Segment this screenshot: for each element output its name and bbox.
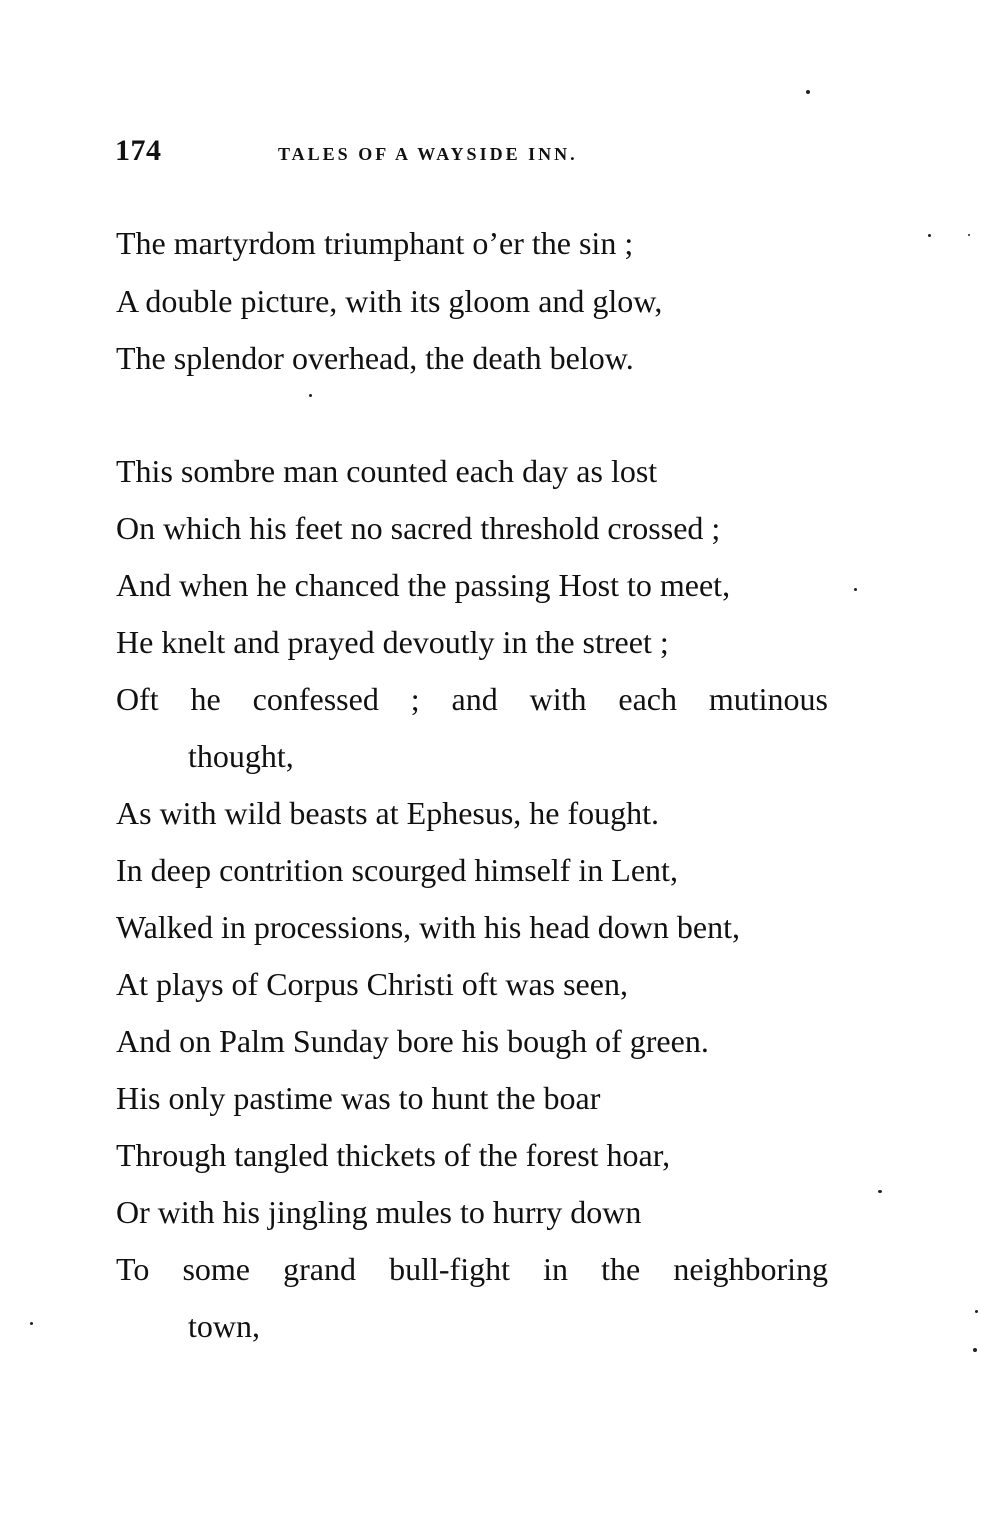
poem-line: In deep contrition scourged himself in Lent, [116,852,678,888]
scan-speck [968,234,970,236]
page-header [115,134,815,178]
scan-speck [30,1322,33,1325]
poem-line: The splendor overhead, the death below. [116,340,634,376]
poem-line: At plays of Corpus Christi oft was seen, [116,966,628,1002]
poem-line-continuation: town, [188,1308,260,1344]
poem-line: The martyrdom triumphant o’er the sin ; [116,225,634,261]
poem-line: Or with his jingling mules to hurry down [116,1194,642,1230]
poem-line: His only pastime was to hunt the boar [116,1080,601,1116]
running-title: TALES OF A WAYSIDE INN. [278,144,578,164]
scan-speck [878,1190,882,1193]
poem-line: To some grand bull-fight in the neighboring [116,1251,828,1287]
scan-speck [975,1310,978,1313]
poem-line: This sombre man counted each day as lost [116,453,658,489]
poem-line: He knelt and prayed devoutly in the street ; [116,624,669,660]
scan-speck [973,1348,977,1352]
page-number: 174 [115,134,162,167]
poem-line: Oft he confessed ; and with each mutinous [116,681,828,717]
scan-speck [854,588,857,591]
poem-line: As with wild beasts at Ephesus, he fought. [116,795,660,831]
poem-line: A double picture, with its gloom and glow, [116,283,663,319]
poem-line: And on Palm Sunday bore his bough of green. [116,1023,709,1059]
poem-line-continuation: thought, [188,738,294,774]
scan-speck [309,394,312,397]
poem-line: Through tangled thickets of the forest hoar, [116,1137,671,1173]
poem-line: Walked in processions, with his head down bent, [116,909,740,945]
poem-line: And when he chanced the passing Host to meet, [116,567,731,603]
poem-line: On which his feet no sacred threshold crossed ; [116,510,721,546]
scan-speck [928,234,931,237]
scan-speck [806,90,810,94]
